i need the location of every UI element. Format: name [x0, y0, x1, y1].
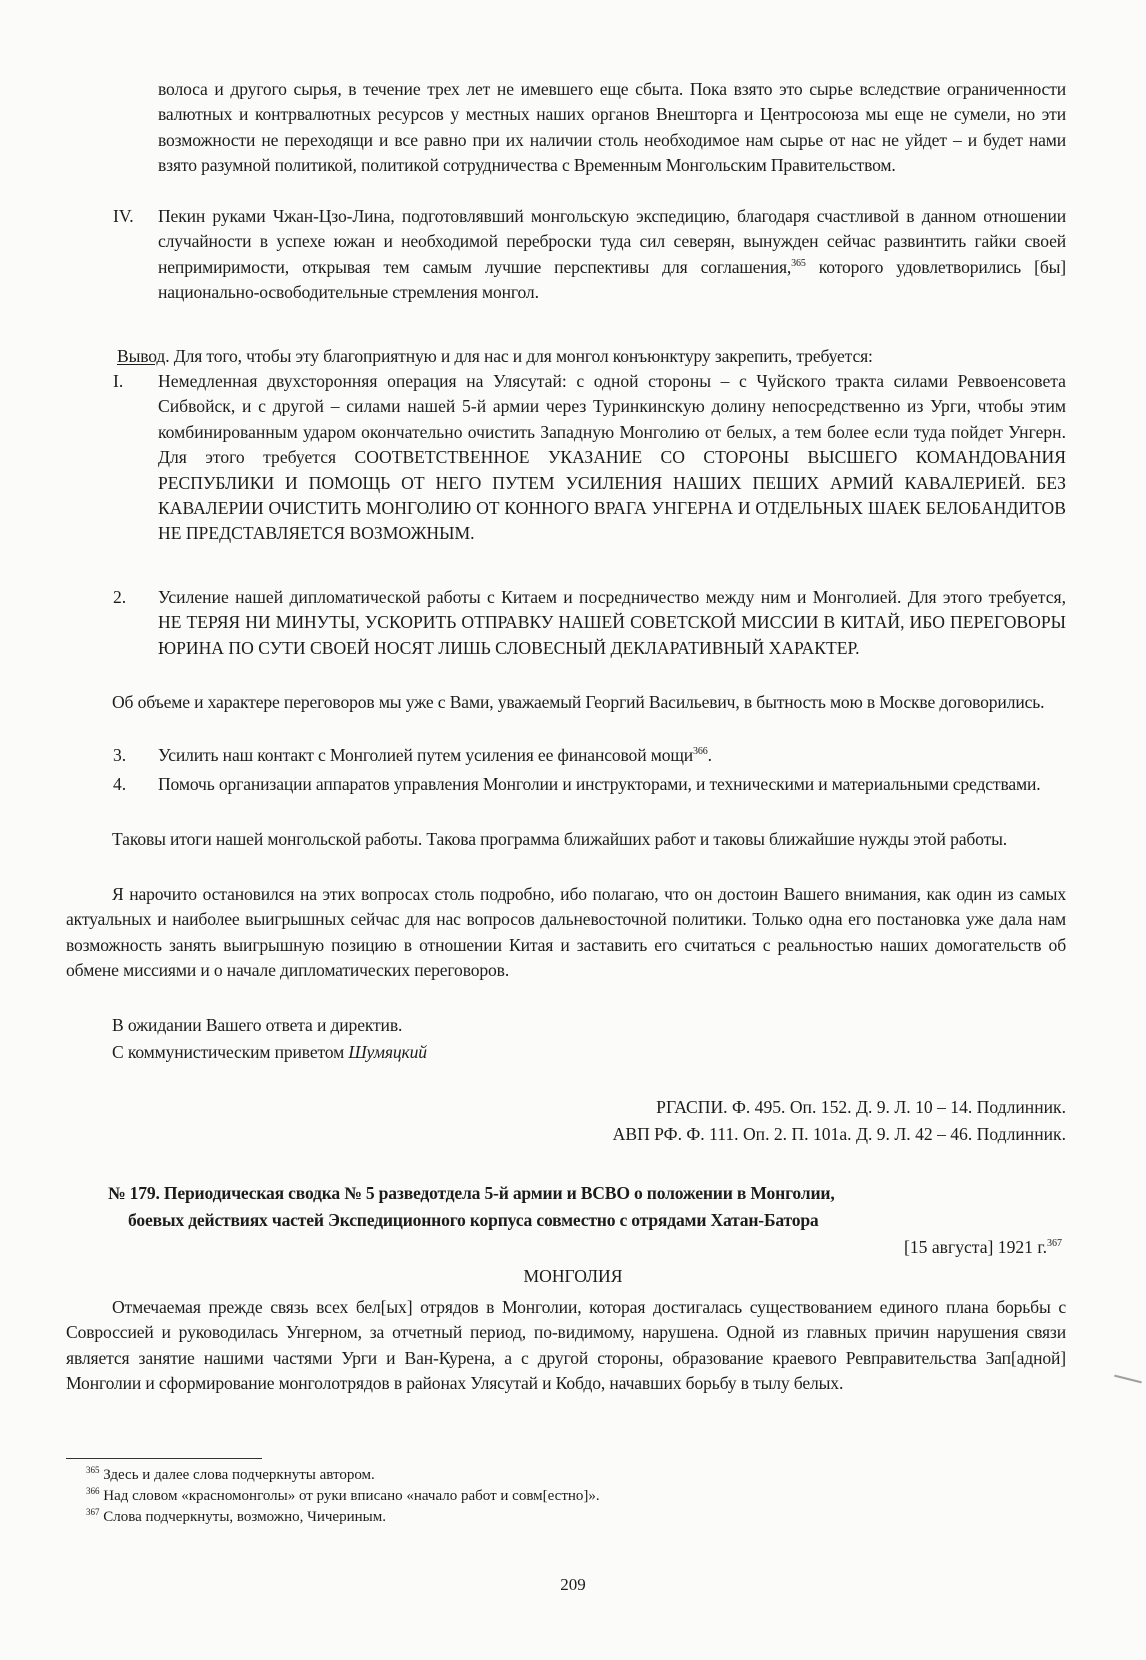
emphasis-paragraph — [66, 882, 1066, 984]
footnote-ref-366[interactable]: 366 — [693, 746, 708, 758]
item-3-marker: 3. — [113, 745, 127, 765]
item-iv-text-cont: которого удовлетворились [бы] национально-освободительные стремления монгол. — [158, 256, 1067, 303]
footnote-ref-365[interactable]: 365 — [791, 257, 806, 269]
item-4-text: Помочь организации аппаратов управления Монголии и инструкторами, и техническими и материальными средствами. — [158, 774, 1041, 794]
item-iv-paragraph — [158, 204, 1066, 306]
item-2-text: Усиление нашей дипломатической работы с Китаем и посредничество между ним и Монголией. Для этого требуется, НЕ ТЕРЯЯ НИ МИНУТЫ, УСКОРИТЬ ОТПРАВКУ НАШЕЙ СОВЕТСКОЙ МИССИИ В КИТАЙ, ИБО ПЕРЕГОВОРЫ ЮРИНА ПО СУТИ СВОЕЙ НОСЯТ ЛИШЬ СЛОВЕСНЫЙ ДЕКЛАРАТИВНЫЙ ХАРАКТЕР. — [158, 587, 1066, 658]
negotiations-paragraph — [66, 690, 1066, 715]
closing-greeting-text: С коммунистическим приветом — [112, 1042, 349, 1062]
emphasis-text: Я нарочито остановился на этих вопросах столь подробно, ибо полагаю, что он достоин Вашего внимания, как один из самых актуальных и наиболее выигрышных сейчас для нас вопросов дальневосточной политики. Только одна его постановка уже дала нам возможность занять выигрышную позицию в отношении Китая и заставить его считаться с реальностью наших домогательств об обмене миссиями и о начале дипломатических переговоров. — [66, 884, 1066, 981]
item-iv-text: Пекин руками Чжан-Цзо-Лина, подготовлявший монгольскую экспедицию, благодаря счастливой в данном отношении случайности в успехе южан и необходимой переброски туда сил северян, вынужден сейчас развинтить гайки своей непримиримости, открывая тем самым лучшие перспективы для соглашения, — [158, 206, 1066, 277]
document-body-text: Отмечаемая прежде связь всех бел[ых] отрядов в Монголии, которая достигалась существованием единого плана борьбы с Совроссией и руководилась Унгерном, за отчетный период, по-видимому, нарушена. Одной из главных причин нарушения связи является занятие нашими частями Урги и Ван-Курена, а с другой стороны, образование краевого Ревправительства Зап[адной] Монголии и сформирование монголотрядов в районах Улясутай и Кобдо, начавших борьбу в тылу белых. — [66, 1297, 1066, 1394]
item-2-marker: 2. — [113, 587, 127, 607]
footnote-text: Здесь и далее слова подчеркнуты автором. — [99, 1467, 375, 1483]
item-4-paragraph — [158, 772, 1066, 797]
signature: Шумяцкий — [348, 1042, 427, 1062]
negotiations-text: Об объеме и характере переговоров мы уже с Вами, уважаемый Георгий Васильевич, в бытность мою в Москве договорились. — [112, 692, 1045, 712]
footnote-number: 366 — [86, 1486, 100, 1496]
continuation-text: волоса и другого сырья, в течение трех лет не имевшего еще сбыта. Пока взято это сырье вследствие ограниченности валютных и контрвалютных ресурсов у местных наших органов Внешторга и Центросоюза мы еще не сумели, но эти возможности не переходящи и все равно при их наличии столь необходимое нам сырье от нас не уйдет – и будет нами взято разумной политикой, политикой сотрудничества с Временным Монгольским Правительством. — [158, 79, 1066, 176]
item-3-period: . — [707, 745, 712, 765]
footnote-367 — [86, 1507, 386, 1528]
item-3-paragraph — [158, 743, 1066, 768]
footnote-ref-367[interactable]: 367 — [1047, 1238, 1062, 1250]
item-iv-marker: IV. — [113, 206, 134, 226]
document-date — [600, 1235, 1062, 1260]
footnote-365 — [86, 1465, 375, 1486]
footnote-text: Над словом «красномонголы» от руки вписано «начало работ и совм[естно]». — [99, 1488, 600, 1504]
closing-greeting — [112, 1040, 1012, 1065]
section-heading: МОНГОЛИЯ — [523, 1266, 623, 1286]
item-1-text: Немедленная двухсторонняя операция на Улясутай: с одной стороны – с Чуйского тракта силами Реввоенсовета Сибвойск, и с другой – силами нашей 5-й армии через Туринкинскую долину непосредственно из Урги, чтобы этим комбинированным ударом окончательно очистить Западную Монголию от белых, а тем более если туда пойдет Унгерн. Для этого требуется СООТВЕТСТВЕННОЕ УКАЗАНИЕ СО СТОРОНЫ ВЫСШЕГО КОМАНДОВАНИЯ РЕСПУБЛИКИ И ПОМОЩЬ ОТ НЕГО ПУТЕМ УСИЛЕНИЯ НАШИХ ПЕШИХ АРМИЙ КАВАЛЕРИЕЙ. БЕЗ КАВАЛЕРИИ ОЧИСТИТЬ МОНГОЛИЮ ОТ КОННОГО ВРАГА УНГЕРНА И ОТДЕЛЬНЫХ ШАЕК БЕЛОБАНДИТОВ НЕ ПРЕДСТАВЛЯЕТСЯ ВОЗМОЖНЫМ. — [158, 371, 1066, 544]
archive-ref-1: РГАСПИ. Ф. 495. Оп. 152. Д. 9. Л. 10 – 14. Подлинник. — [656, 1097, 1066, 1117]
closing-awaiting-text: В ожидании Вашего ответа и директив. — [112, 1015, 403, 1035]
archive-ref-2: АВП РФ. Ф. 111. Оп. 2. П. 101а. Д. 9. Л. 42 – 46. Подлинник. — [612, 1124, 1066, 1144]
footnote-number: 367 — [86, 1507, 100, 1517]
document-body — [66, 1295, 1066, 1397]
conclusion-text: . Для того, чтобы эту благоприятную и для нас и для монгол конъюнктуру закрепить, требуется: — [165, 346, 873, 366]
item-1-paragraph — [158, 369, 1066, 547]
document-title-line-2: боевых действиях частей Экспедиционного корпуса совместно с отрядами Хатан-Батора — [128, 1210, 819, 1230]
page-number: 209 — [560, 1575, 586, 1594]
results-text: Таковы итоги нашей монгольской работы. Такова программа ближайших работ и таковы ближайшие нужды этой работы. — [112, 829, 1008, 849]
document-date-text: [15 августа] 1921 г. — [904, 1237, 1047, 1257]
footnote-text: Слова подчеркнуты, возможно, Чичериным. — [99, 1509, 386, 1525]
conclusion-label: Вывод — [117, 346, 166, 366]
item-4-marker: 4. — [113, 774, 127, 794]
item-1-marker: I. — [113, 371, 124, 391]
footnote-divider — [66, 1458, 262, 1459]
scan-artifact — [1114, 1375, 1142, 1384]
item-2-paragraph — [158, 585, 1066, 661]
closing-awaiting — [112, 1013, 1012, 1038]
results-paragraph — [66, 827, 1066, 852]
conclusion-paragraph — [117, 344, 1067, 369]
footnote-366 — [86, 1486, 600, 1507]
footnote-number: 365 — [86, 1465, 100, 1475]
document-title-line-1: № 179. Периодическая сводка № 5 разведотдела 5-й армии и ВСВО о положении в Монголии, — [108, 1183, 835, 1203]
item-3-text: Усилить наш контакт с Монголией путем усиления ее финансовой мощи — [158, 745, 694, 765]
continuation-paragraph — [158, 77, 1066, 179]
